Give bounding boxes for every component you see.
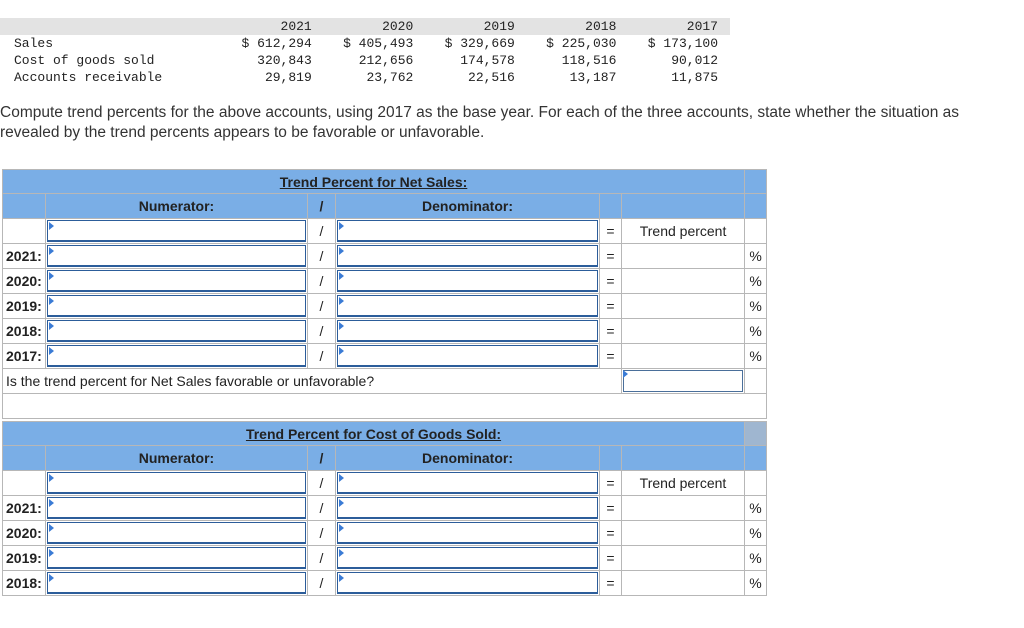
equals-sign: = bbox=[600, 496, 622, 521]
favorability-dropdown[interactable] bbox=[622, 369, 745, 394]
numerator-input[interactable] bbox=[46, 219, 308, 244]
header-blank bbox=[622, 194, 745, 219]
cell-value: 90,012 bbox=[671, 53, 718, 68]
percent-sign: % bbox=[745, 571, 767, 596]
instructions-text: Compute trend percents for the above accounts, using 2017 as the base year. For each of the three accounts, state whether the situation as revealed by the trend percents appears to be favorable or unfavorable. bbox=[0, 104, 960, 141]
equals-sign: = bbox=[600, 471, 622, 496]
year-label: 2020: bbox=[3, 269, 46, 294]
denominator-input[interactable] bbox=[336, 546, 600, 571]
divide-header: / bbox=[308, 446, 336, 471]
numerator-input[interactable] bbox=[46, 521, 308, 546]
table-row bbox=[3, 244, 767, 269]
worksheet-header-row bbox=[3, 194, 767, 219]
trend-percent-input[interactable] bbox=[622, 521, 745, 546]
divide-sign: / bbox=[308, 571, 336, 596]
cogs-worksheet bbox=[2, 421, 767, 596]
trend-percent-input[interactable] bbox=[622, 571, 745, 596]
worksheet-header-row bbox=[3, 446, 767, 471]
spacer-row bbox=[3, 394, 767, 419]
row-label: Cost of goods sold bbox=[14, 53, 155, 68]
year-label: 2021: bbox=[3, 244, 46, 269]
cell-value: $ 612,294 bbox=[241, 36, 312, 51]
net-sales-worksheet bbox=[2, 169, 767, 419]
table-row bbox=[3, 319, 767, 344]
year-header: 2021 bbox=[222, 18, 324, 35]
percent-sign: % bbox=[745, 521, 767, 546]
year-label: 2019: bbox=[3, 294, 46, 319]
cell-value: 29,819 bbox=[264, 70, 312, 85]
numerator-header: Numerator: bbox=[46, 194, 308, 219]
table-row bbox=[3, 294, 767, 319]
row-label: Accounts receivable bbox=[14, 70, 163, 85]
header-blank bbox=[745, 446, 767, 471]
numerator-input[interactable] bbox=[46, 244, 308, 269]
equals-sign: = bbox=[600, 344, 622, 369]
table-row bbox=[3, 521, 767, 546]
year-header: 2018 bbox=[527, 18, 629, 35]
formula-row bbox=[3, 219, 767, 244]
numerator-header: Numerator: bbox=[46, 446, 308, 471]
numerator-input[interactable] bbox=[46, 294, 308, 319]
divide-sign: / bbox=[308, 344, 336, 369]
numerator-input[interactable] bbox=[46, 344, 308, 369]
header-blank bbox=[600, 446, 622, 471]
blank-cell bbox=[745, 219, 767, 244]
favorability-row bbox=[3, 369, 767, 394]
header-blank bbox=[745, 194, 767, 219]
percent-sign: % bbox=[745, 319, 767, 344]
divide-sign: / bbox=[308, 521, 336, 546]
denominator-header: Denominator: bbox=[336, 194, 600, 219]
trend-percent-input[interactable] bbox=[622, 244, 745, 269]
header-blank bbox=[3, 194, 46, 219]
header-blank bbox=[3, 446, 46, 471]
year-label: 2021: bbox=[3, 496, 46, 521]
divide-sign: / bbox=[308, 219, 336, 244]
cell-value: 212,656 bbox=[358, 53, 414, 68]
worksheet-title: Trend Percent for Net Sales: bbox=[3, 170, 745, 194]
worksheet-title: Trend Percent for Cost of Goods Sold: bbox=[3, 422, 745, 446]
table-row bbox=[3, 496, 767, 521]
numerator-input[interactable] bbox=[46, 571, 308, 596]
trend-percent-input[interactable] bbox=[622, 344, 745, 369]
table-row bbox=[3, 269, 767, 294]
trend-percent-label: Trend percent bbox=[622, 471, 745, 496]
percent-sign: % bbox=[745, 269, 767, 294]
year-label: 2020: bbox=[3, 521, 46, 546]
percent-sign: % bbox=[745, 244, 767, 269]
divide-sign: / bbox=[308, 269, 336, 294]
percent-sign: % bbox=[745, 294, 767, 319]
trend-percent-input[interactable] bbox=[622, 319, 745, 344]
year-cell bbox=[3, 471, 46, 496]
favorability-question: Is the trend percent for Net Sales favorable or unfavorable? bbox=[3, 369, 622, 394]
header-blank bbox=[622, 446, 745, 471]
year-header: 2020 bbox=[324, 18, 426, 35]
denominator-input[interactable] bbox=[336, 521, 600, 546]
percent-sign: % bbox=[745, 546, 767, 571]
worksheet-title-row bbox=[3, 170, 767, 194]
table-row bbox=[3, 344, 767, 369]
table-row bbox=[0, 52, 730, 69]
year-label: 2017: bbox=[3, 344, 46, 369]
equals-sign: = bbox=[600, 244, 622, 269]
divide-sign: / bbox=[308, 244, 336, 269]
equals-sign: = bbox=[600, 521, 622, 546]
equals-sign: = bbox=[600, 546, 622, 571]
divide-sign: / bbox=[308, 471, 336, 496]
divide-header: / bbox=[308, 194, 336, 219]
trend-percent-input[interactable] bbox=[622, 294, 745, 319]
table-row bbox=[3, 571, 767, 596]
year-header: 2019 bbox=[425, 18, 527, 35]
divide-sign: / bbox=[308, 319, 336, 344]
denominator-input[interactable] bbox=[336, 471, 600, 496]
numerator-input[interactable] bbox=[46, 496, 308, 521]
equals-sign: = bbox=[600, 571, 622, 596]
table-row bbox=[3, 546, 767, 571]
year-label: 2018: bbox=[3, 571, 46, 596]
divide-sign: / bbox=[308, 546, 336, 571]
year-cell bbox=[3, 219, 46, 244]
denominator-input[interactable] bbox=[336, 244, 600, 269]
worksheet-title-row bbox=[3, 422, 767, 446]
title-filler bbox=[745, 422, 767, 446]
blank-cell bbox=[745, 471, 767, 496]
denominator-input[interactable] bbox=[336, 571, 600, 596]
cell-value: 23,762 bbox=[366, 70, 414, 85]
account-data-table bbox=[0, 18, 730, 86]
year-header-row bbox=[0, 18, 730, 35]
denominator-input[interactable] bbox=[336, 319, 600, 344]
cell-value: 320,843 bbox=[257, 53, 312, 68]
percent-sign: % bbox=[745, 496, 767, 521]
numerator-input[interactable] bbox=[46, 546, 308, 571]
row-label: Sales bbox=[14, 36, 54, 51]
cell-value: 22,516 bbox=[468, 70, 515, 85]
cell-value: $ 329,669 bbox=[444, 36, 515, 51]
numerator-input[interactable] bbox=[46, 269, 308, 294]
denominator-input[interactable] bbox=[336, 219, 600, 244]
denominator-input[interactable] bbox=[336, 496, 600, 521]
equals-sign: = bbox=[600, 294, 622, 319]
cell-value: $ 405,493 bbox=[343, 36, 414, 51]
trend-percent-input[interactable] bbox=[622, 496, 745, 521]
year-header: 2017 bbox=[628, 18, 730, 35]
table-row bbox=[0, 69, 730, 86]
header-blank bbox=[600, 194, 622, 219]
numerator-input[interactable] bbox=[46, 319, 308, 344]
divide-sign: / bbox=[308, 496, 336, 521]
trend-percent-label: Trend percent bbox=[622, 219, 745, 244]
equals-sign: = bbox=[600, 219, 622, 244]
cell-value: 13,187 bbox=[569, 70, 617, 85]
spacer-cell bbox=[3, 394, 767, 419]
denominator-input[interactable] bbox=[336, 344, 600, 369]
table-row bbox=[0, 35, 730, 52]
denominator-input[interactable] bbox=[336, 269, 600, 294]
year-label: 2018: bbox=[3, 319, 46, 344]
cell-value: 174,578 bbox=[460, 53, 515, 68]
cell-value: $ 225,030 bbox=[546, 36, 617, 51]
title-filler bbox=[745, 170, 767, 194]
corner-cell bbox=[0, 18, 222, 35]
divide-sign: / bbox=[308, 294, 336, 319]
equals-sign: = bbox=[600, 319, 622, 344]
cell-value: 11,875 bbox=[671, 70, 718, 85]
trend-percent-input[interactable] bbox=[622, 546, 745, 571]
equals-sign: = bbox=[600, 269, 622, 294]
cell-value: $ 173,100 bbox=[647, 36, 718, 51]
denominator-header: Denominator: bbox=[336, 446, 600, 471]
blank-cell bbox=[745, 369, 767, 394]
cell-value: 118,516 bbox=[561, 53, 617, 68]
formula-row bbox=[3, 471, 767, 496]
numerator-input[interactable] bbox=[46, 471, 308, 496]
denominator-input[interactable] bbox=[336, 294, 600, 319]
trend-percent-input[interactable] bbox=[622, 269, 745, 294]
year-label: 2019: bbox=[3, 546, 46, 571]
percent-sign: % bbox=[745, 344, 767, 369]
